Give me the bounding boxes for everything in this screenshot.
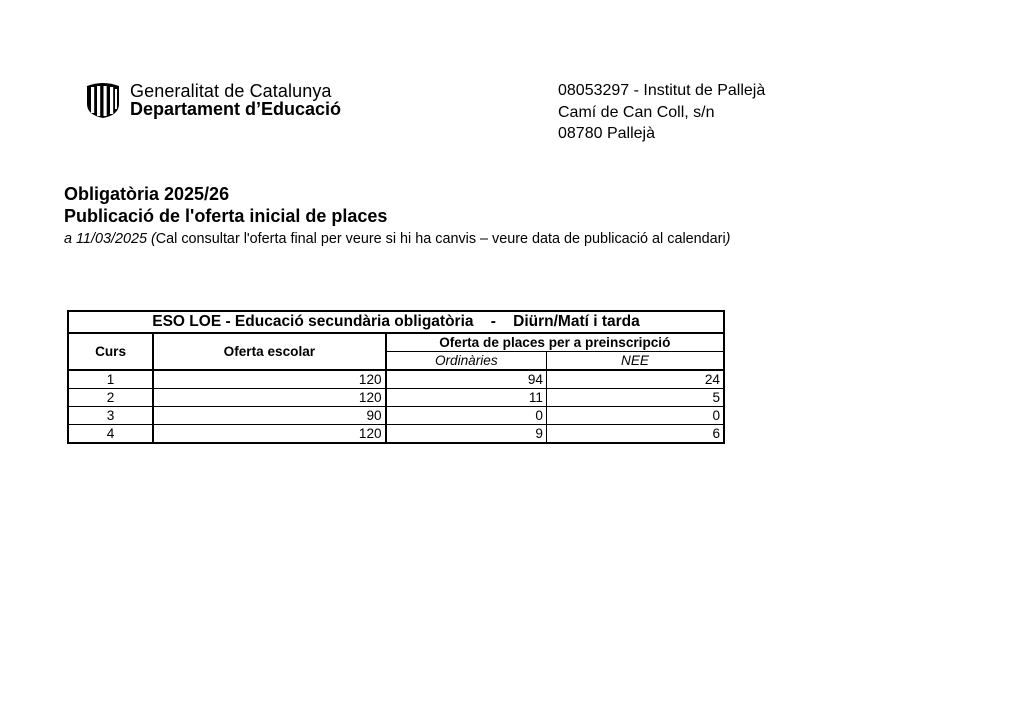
title-2: Publicació de l'oferta inicial de places <box>64 206 388 226</box>
cell-nee: 0 <box>546 407 724 425</box>
title-1: Obligatòria 2025/26 <box>64 184 230 204</box>
header-oferta-places: Oferta de places per a preinscripció <box>386 333 724 352</box>
table-row <box>68 389 724 407</box>
subtitle-close: ) <box>725 231 731 247</box>
document-heading <box>64 183 730 249</box>
table-row <box>68 370 724 389</box>
cell-ordinaries: 94 <box>386 370 547 389</box>
cell-ordinaries: 9 <box>386 425 547 444</box>
logo-line1: Generalitat de Catalunya <box>130 81 332 101</box>
cell-curs: 1 <box>68 370 153 389</box>
cell-ordinaries: 11 <box>386 389 547 407</box>
cell-oferta: 90 <box>153 407 386 425</box>
address-line1: 08053297 - Institut de Pallejà <box>558 82 766 99</box>
table-row <box>68 425 724 444</box>
address-line2: Camí de Can Coll, s/n <box>558 103 715 121</box>
cell-nee: 5 <box>546 389 724 407</box>
table-header-row <box>68 333 724 352</box>
cell-oferta: 120 <box>153 425 386 444</box>
header-ordinaries: Ordinàries <box>386 352 547 371</box>
cell-oferta: 120 <box>153 389 386 407</box>
subtitle-text: Cal consultar l'oferta final per veure si hi ha canvis – veure data de publicació al calendari <box>155 231 726 247</box>
cell-curs: 3 <box>68 407 153 425</box>
header-oferta-escolar: Oferta escolar <box>153 333 386 370</box>
header-nee: NEE <box>546 352 724 371</box>
cell-curs: 2 <box>68 389 153 407</box>
offer-table <box>67 310 725 444</box>
cell-ordinaries: 0 <box>386 407 547 425</box>
table-row <box>68 407 724 425</box>
subtitle <box>64 229 730 249</box>
logo <box>84 82 341 118</box>
subtitle-date: a 11/03/2025 ( <box>64 231 156 247</box>
school-address <box>558 80 765 145</box>
cell-oferta: 120 <box>153 370 386 389</box>
table-title: ESO LOE - Educació secundària obligatòria - Diürn/Matí i tarda <box>68 311 724 333</box>
cell-nee: 24 <box>546 370 724 389</box>
logo-line2: Departament d’Educació <box>130 99 342 119</box>
cell-curs: 4 <box>68 425 153 444</box>
header-curs: Curs <box>68 333 153 370</box>
table-title-row <box>68 311 724 333</box>
address-line3: 08780 Pallejà <box>558 125 655 142</box>
cell-nee: 6 <box>546 425 724 444</box>
generalitat-emblem-icon <box>84 82 122 118</box>
